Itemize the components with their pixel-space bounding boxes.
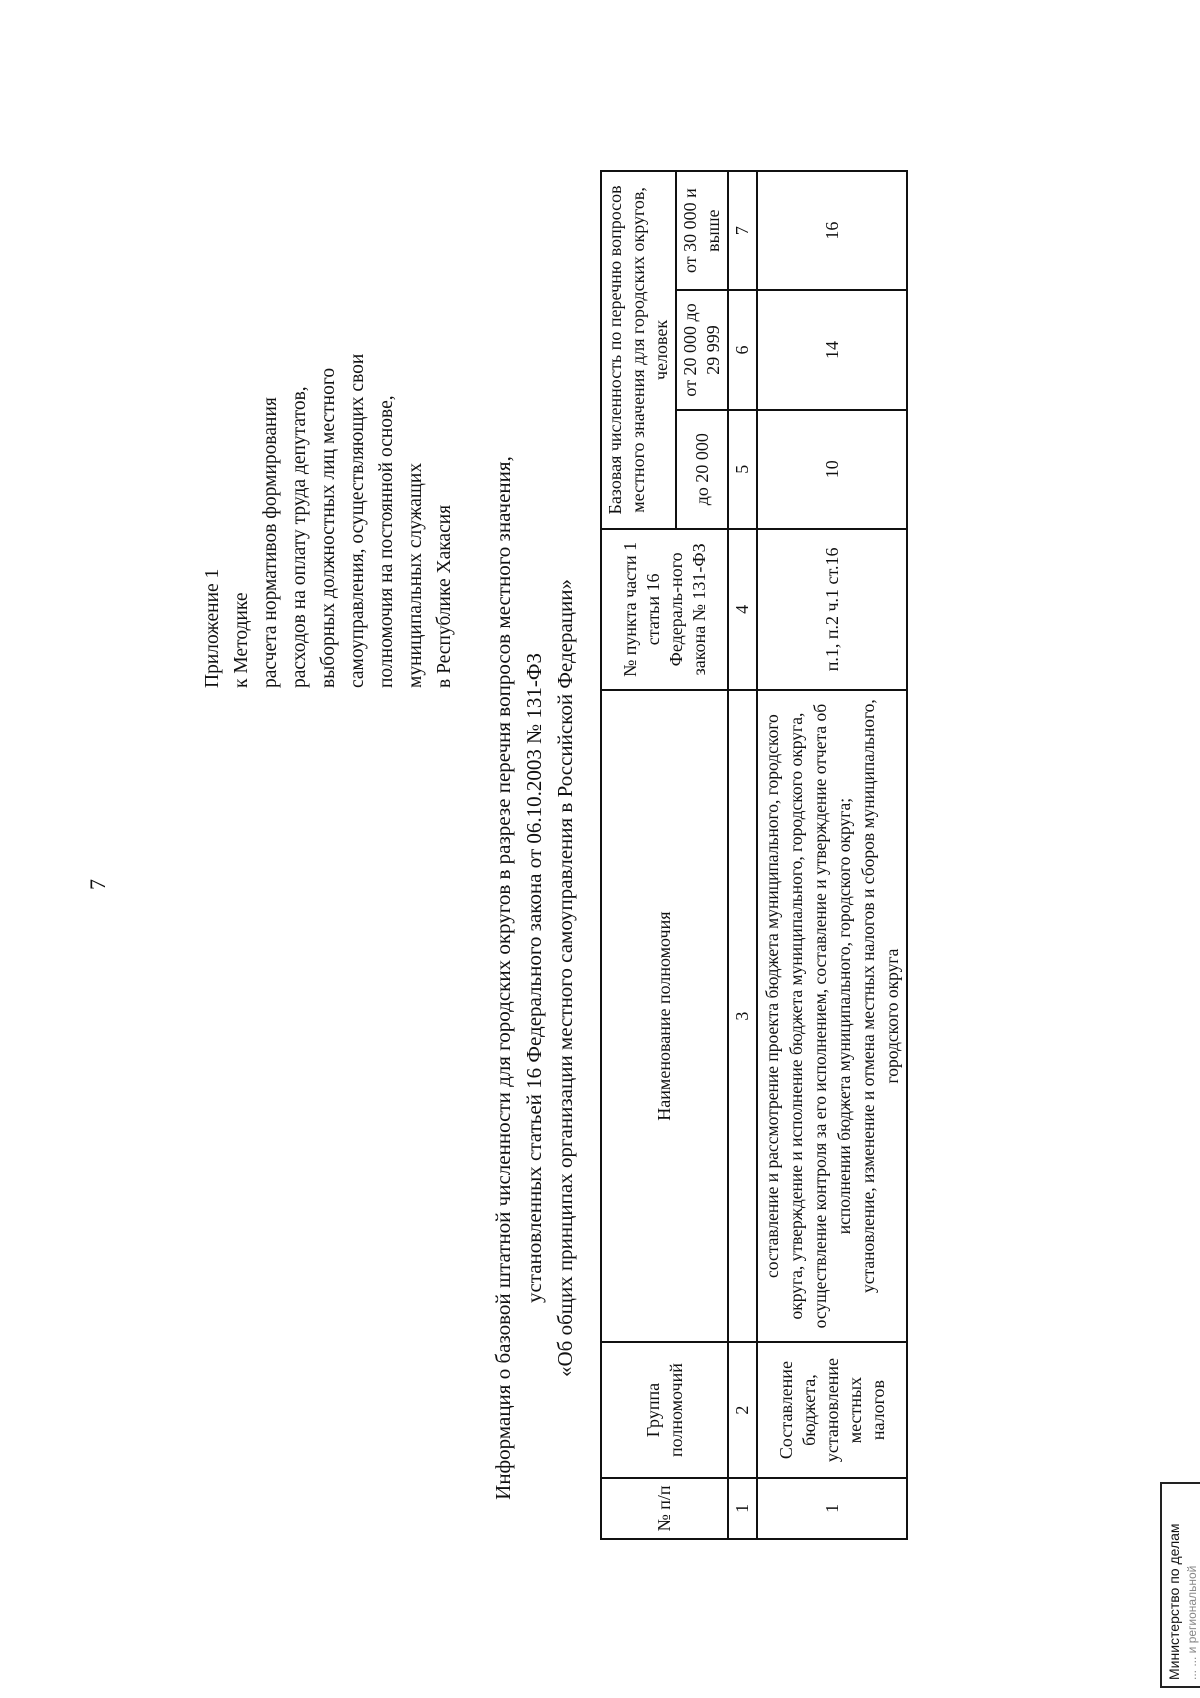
row-group: Составление бюджета, установление местных налогов (757, 1342, 907, 1478)
header-clause: № пункта части 1 статьи 16 Федераль-ного закона № 131-ФЗ (601, 529, 728, 690)
table-header-row (601, 171, 676, 1539)
header-population-2: от 20 000 до 29 999 (676, 290, 728, 409)
page-number: 7 (85, 879, 110, 890)
column-number: 3 (728, 690, 757, 1342)
staffing-table (600, 170, 908, 1540)
row-value-large: 16 (757, 171, 907, 290)
row-powers (757, 690, 907, 1342)
appendix-line: расходов на оплату труда депутатов, (289, 386, 310, 688)
table-row (757, 171, 907, 1539)
column-number: 6 (728, 290, 757, 409)
appendix-line: полномочия на постоянной основе, (376, 395, 397, 688)
title-line: установленных статьей 16 Федерального закона от 06.10.2003 № 131-ФЗ (522, 652, 546, 1304)
column-number: 7 (728, 171, 757, 290)
document-title (488, 418, 581, 1538)
header-group: Группа полномочий (601, 1342, 728, 1478)
header-population-3: от 30 000 и выше (676, 171, 728, 290)
stamp-line: Министерство по делам (1166, 1523, 1182, 1680)
appendix-line: самоуправления, осуществляющих свои (347, 353, 368, 688)
row-value-medium: 14 (757, 290, 907, 409)
powers-paragraph: установление, изменение и отмена местных налогов и сборов муниципального, городского округа (858, 699, 902, 1293)
title-line: Информация о базовой штатной численности для городских округов в разрезе перечня вопросов местного значения, (491, 456, 515, 1500)
row-number: 1 (757, 1478, 907, 1539)
header-population-1: до 20 000 (676, 410, 728, 529)
header-name: Наименование полномочия (601, 690, 728, 1342)
column-number-row (728, 171, 757, 1539)
stamp-line: ... ... и региональной (1185, 1565, 1199, 1680)
appendix-heading (198, 128, 459, 688)
appendix-line: в Республике Хакасия (434, 504, 455, 688)
column-number: 5 (728, 410, 757, 529)
header-base-staffing: Базовая численность по перечню вопросов местного значения для городских округов, человек (601, 171, 676, 529)
appendix-line: муниципальных служащих (405, 462, 426, 688)
appendix-line: Приложение 1 (202, 568, 223, 688)
appendix-line: расчета нормативов формирования (260, 397, 281, 688)
ministry-stamp (1160, 1482, 1200, 1688)
row-clause: п.1, п.2 ч.1 ст.16 (757, 529, 907, 690)
column-number: 1 (728, 1478, 757, 1539)
row-value-small: 10 (757, 410, 907, 529)
column-number: 2 (728, 1342, 757, 1478)
appendix-line: к Методике (231, 592, 252, 688)
appendix-line: выборных должностных лиц местного (318, 367, 339, 688)
title-line: «Об общих принципах организации местного самоуправления в Российской Федерации» (553, 579, 577, 1377)
header-num: № п/п (601, 1478, 728, 1539)
column-number: 4 (728, 529, 757, 690)
powers-paragraph: составление и рассмотрение проекта бюджета муниципального, городского округа, утверждение и исполнение бюджета муниципального, городского округа, осуществление контроля за его исполнением, составление и утверждение отчета об исполнении бюджета муниципального, городского округа; (762, 703, 854, 1329)
